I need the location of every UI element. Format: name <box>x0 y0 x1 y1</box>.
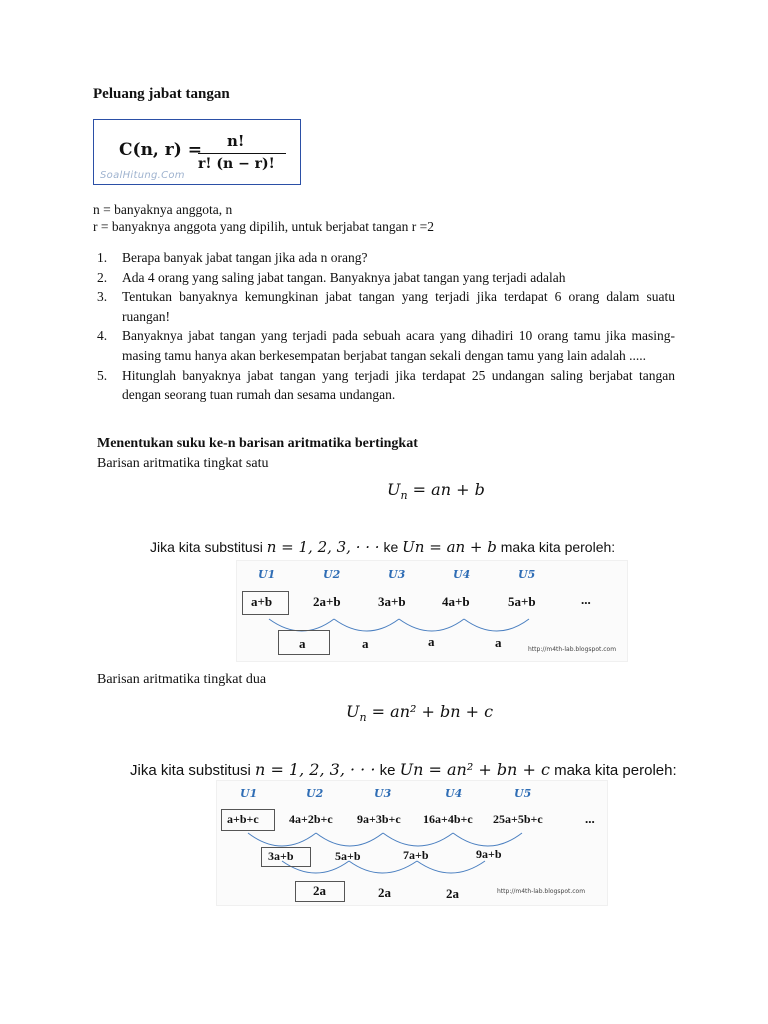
u-label: U1 <box>258 568 276 581</box>
fraction-line <box>198 153 286 154</box>
difference: a <box>495 635 502 650</box>
formula-lhs: C(n, r) = <box>119 140 202 160</box>
u-label: U2 <box>306 787 324 800</box>
second-difference: 2a <box>378 885 391 900</box>
level2-label: Barisan aritmatika tingkat dua <box>97 672 267 687</box>
term: 4a+b <box>442 594 470 609</box>
arc <box>316 833 383 846</box>
term: 9a+3b+c <box>357 812 401 826</box>
u-label: U4 <box>445 787 463 800</box>
list-item: 5. Hitunglah banyaknya jabat tangan yang terjadi jika terdapat 25 undangan saling berjabat tangan dengan seorang tuan rumah dan sesama undangan. <box>97 367 675 403</box>
arc <box>453 833 522 846</box>
arc <box>248 833 316 846</box>
second-difference: 2a <box>313 883 326 898</box>
u-label: U1 <box>240 787 258 800</box>
difference: a <box>299 636 306 651</box>
source-url: http://m4th-lab.blogspot.com <box>497 888 586 895</box>
difference: 7a+b <box>403 848 429 862</box>
u-label: U2 <box>323 568 341 581</box>
term: 5a+b <box>508 594 536 609</box>
ellipsis: ... <box>581 592 591 607</box>
u-label: U3 <box>388 568 406 581</box>
level1-diagram <box>236 560 628 662</box>
arc <box>399 619 464 631</box>
term: a+b+c <box>227 812 259 826</box>
term: 3a+b <box>378 594 406 609</box>
section-title: Peluang jabat tangan <box>93 86 230 102</box>
formula-numerator: n! <box>227 132 245 150</box>
difference: a <box>428 634 435 649</box>
source-url: http://m4th-lab.blogspot.com <box>528 646 617 653</box>
arc <box>334 619 399 631</box>
difference: a <box>362 636 369 651</box>
difference: 5a+b <box>335 849 361 863</box>
arithmetic-heading: Menentukan suku ke-n barisan aritmatika bertingkat <box>97 436 418 451</box>
u-label: U5 <box>518 568 536 581</box>
ellipsis: ... <box>585 811 595 826</box>
watermark: SoalHitung.Com <box>100 170 185 181</box>
combination-formula <box>93 119 301 185</box>
level2-formula: $U_n = an^2$ + bn + c <box>346 702 494 725</box>
term: 2a+b <box>313 594 341 609</box>
u-label: U5 <box>514 787 532 800</box>
list-item: 4. Banyaknya jabat tangan yang terjadi pada sebuah acara yang dihadiri 10 orang tamu jika masing-masing tamu hanya akan berkesempatan berjabat tangan sekali dengan tamu yang lain adalah ..... <box>97 328 675 363</box>
difference: 9a+b <box>476 847 502 861</box>
formula-denominator: r! (n − r)! <box>198 156 275 172</box>
u-label: U3 <box>374 787 392 800</box>
level2-diagram <box>216 780 608 906</box>
definition-r: r = banyaknya anggota yang dipilih, untuk berjabat tangan r =2 <box>93 219 435 234</box>
list-item: 2. Ada 4 orang yang saling jabat tangan. Banyaknya jabat tangan yang terjadi adalah <box>97 269 566 285</box>
arc <box>464 619 529 631</box>
level1-substitution: Jika kita substitusi n = 1, 2, 3, · · · ke Un = an + b maka kita peroleh: <box>150 538 616 556</box>
level1-formula: $U_n$ = an + b <box>387 480 485 503</box>
difference: 3a+b <box>268 849 294 863</box>
definition-n: n = banyaknya anggota, n <box>93 202 233 217</box>
level2-substitution: Jika kita substitusi n = 1, 2, 3, · · · ke Un = an² + bn + c maka kita peroleh: <box>130 760 677 779</box>
term: 4a+2b+c <box>289 812 333 826</box>
term: 25a+5b+c <box>493 812 543 826</box>
list-item: 3. Tentukan banyaknya kemungkinan jabat tangan yang terjadi jika terdapat 6 orang dalam suatu ruangan! <box>97 289 675 324</box>
arc <box>383 833 453 846</box>
second-difference: 2a <box>446 886 459 901</box>
list-item: 1. Berapa banyak jabat tangan jika ada n orang? <box>97 250 368 265</box>
term: a+b <box>251 594 273 609</box>
u-label: U4 <box>453 568 471 581</box>
difference-arcs <box>217 781 607 905</box>
level1-label: Barisan aritmatika tingkat satu <box>97 456 269 471</box>
question-list <box>97 248 675 405</box>
term: 16a+4b+c <box>423 812 473 826</box>
